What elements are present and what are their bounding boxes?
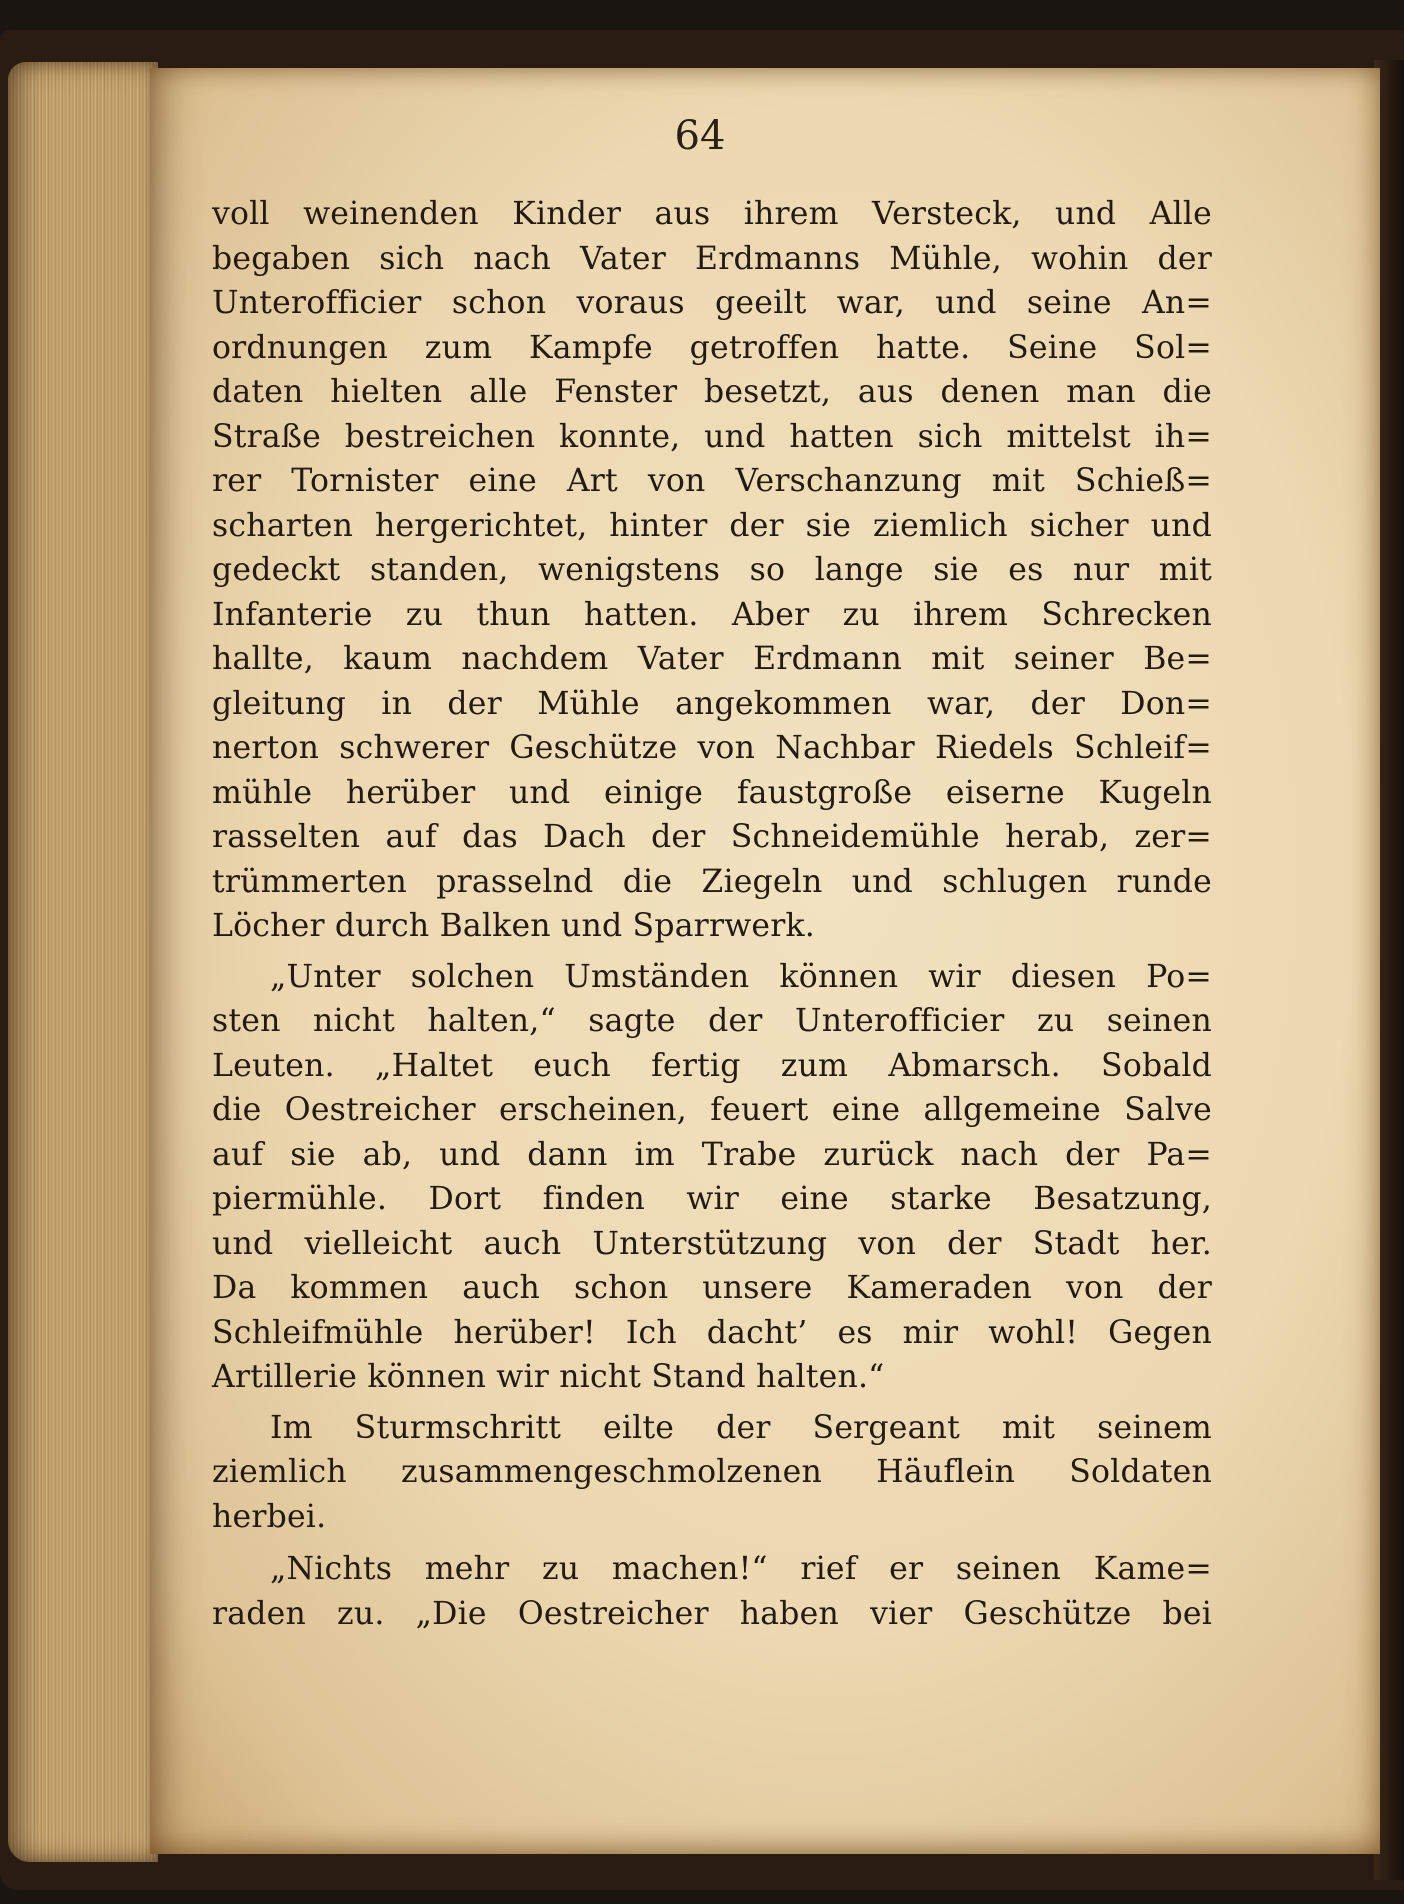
text-line: rer Tornister eine Art von Verschanzung mit Schieß=	[212, 463, 1212, 499]
text-line: Da kommen auch schon unsere Kameraden von der	[212, 1270, 1212, 1306]
text-line: die Oestreicher erscheinen, feuert eine allgemeine Salve	[212, 1092, 1212, 1128]
text-line: Schleifmühle herüber! Ich dacht’ es mir wohl! Gegen	[212, 1314, 1212, 1351]
text-line: daten hielten alle Fenster besetzt, aus denen man die	[212, 374, 1212, 410]
text-line: rasselten auf das Dach der Schneidemühle herab, zer=	[212, 819, 1212, 855]
text-line: scharten hergerichtet, hinter der sie ziemlich sicher und	[212, 507, 1212, 544]
text-line: und vielleicht auch Unterstützung von der Stadt her.	[212, 1225, 1212, 1262]
text-line: gleitung in der Mühle angekommen war, der Don=	[212, 685, 1212, 722]
text-line: begaben sich nach Vater Erdmanns Mühle, wohin der	[212, 240, 1212, 277]
text-line: Löcher durch Balken und Sparrwerk.	[212, 908, 815, 944]
text-line: Im Sturmschritt eilte der Sergeant mit seinem	[270, 1409, 1212, 1446]
text-line: gedeckt standen, wenigstens so lange sie es nur mit	[212, 552, 1212, 588]
text-line: Straße bestreichen konnte, und hatten sich mittelst ih=	[212, 418, 1212, 455]
text-line: „Nichts mehr zu machen!“ rief er seinen Kame=	[270, 1551, 1212, 1587]
page-number: 64	[674, 113, 726, 159]
text-line: Infanterie zu thun hatten. Aber zu ihrem Schrecken	[212, 596, 1212, 633]
text-line: voll weinenden Kinder aus ihrem Versteck, und Alle	[212, 196, 1212, 232]
text-line: raden zu. „Die Oestreicher haben vier Geschütze bei	[212, 1595, 1212, 1632]
text-line: herbei.	[212, 1498, 327, 1535]
text-line: Artillerie können wir nicht Stand halten.“	[212, 1359, 885, 1395]
text-line: Unterofficier schon voraus geeilt war, und seine An=	[212, 285, 1212, 321]
text-line: hallte, kaum nachdem Vater Erdmann mit seiner Be=	[212, 641, 1212, 677]
text-line: trümmerten prasselnd die Ziegeln und schlugen runde	[212, 863, 1212, 900]
page-edges	[8, 62, 158, 1862]
text-line: „Unter solchen Umständen können wir diesen Po=	[270, 958, 1212, 995]
text-line: nerton schwerer Geschütze von Nachbar Riedels Schleif=	[212, 730, 1212, 766]
text-line: ordnungen zum Kampfe getroffen hatte. Seine Sol=	[212, 329, 1212, 366]
text-line: Leuten. „Haltet euch fertig zum Abmarsch. Sobald	[212, 1047, 1212, 1084]
text-line: ziemlich zusammengeschmolzenen Häuflein Soldaten	[212, 1454, 1212, 1490]
text-line: auf sie ab, und dann im Trabe zurück nach der Pa=	[212, 1136, 1212, 1173]
text-line: piermühle. Dort finden wir eine starke Besatzung,	[212, 1181, 1212, 1217]
text-line: sten nicht halten,“ sagte der Unterofficier zu seinen	[212, 1003, 1212, 1039]
page-text	[212, 192, 1212, 1636]
text-line: mühle herüber und einige faustgroße eiserne Kugeln	[212, 774, 1212, 811]
